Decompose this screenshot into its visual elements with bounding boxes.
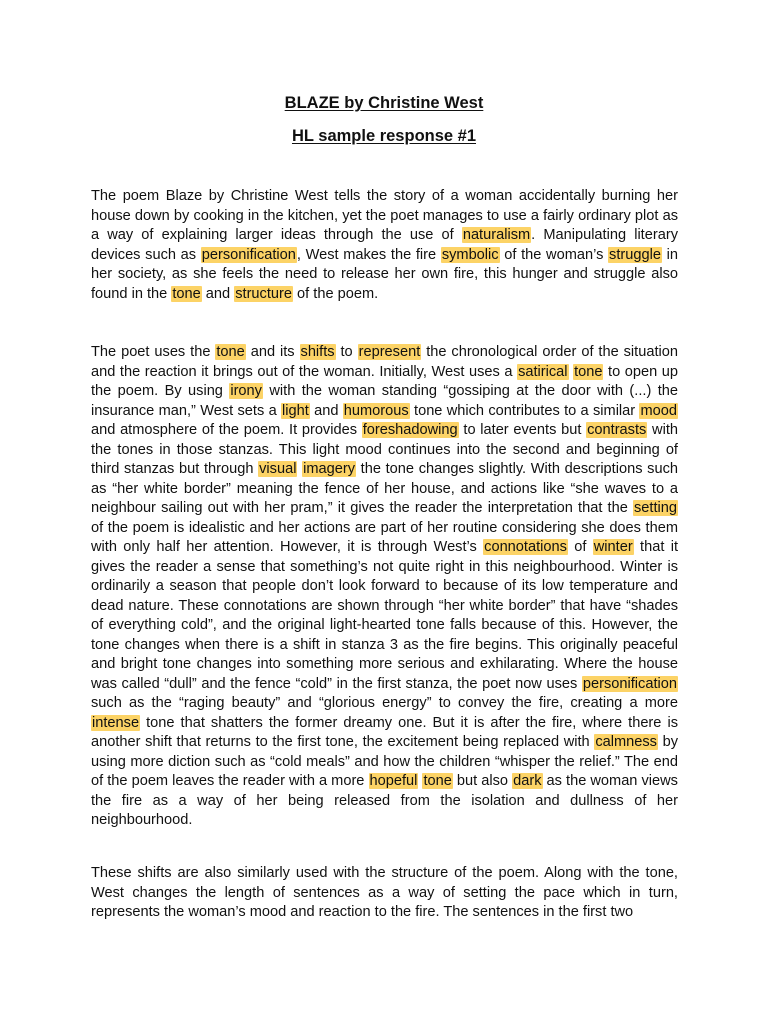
text-segment: . Manipulating literary devices such as: [91, 227, 678, 263]
highlighted-term: calmness: [595, 734, 657, 750]
highlighted-term: contrasts: [587, 422, 647, 438]
highlighted-term: imagery: [303, 461, 356, 477]
text-segment: and: [309, 402, 343, 419]
highlighted-term: connotations: [484, 539, 567, 555]
highlighted-term: setting: [634, 500, 677, 516]
text-segment: to: [335, 344, 358, 360]
highlighted-term: hopeful: [369, 773, 418, 789]
highlighted-term: personification: [201, 246, 296, 263]
document-subtitle: HL sample response #1: [291, 127, 477, 145]
text-segment: of the woman’s: [499, 246, 609, 263]
highlighted-term: represent: [358, 344, 421, 360]
highlighted-term: visual: [259, 461, 297, 477]
text-segment: the tone changes slightly. With descriptions such as “her white border” meaning the fence of her house, and actions like “she waves to a neighbour sailing out with her pram,” it gives the reader the interpretation that the: [91, 461, 678, 516]
highlighted-term: tone: [216, 344, 245, 360]
text-segment: but also: [452, 773, 513, 789]
highlighted-term: satirical: [518, 363, 568, 380]
highlighted-term: personification: [582, 675, 677, 692]
text-segment: and: [201, 285, 235, 302]
text-segment: and its: [245, 344, 300, 360]
highlighted-term: winter: [593, 539, 633, 555]
text-segment: These shifts are also similarly used with the structure of the poem. Along with the tone, West changes the length of sentences as a way of setting the pace which in turn, represents the woman’s mood and reaction to the fire. The sentences in the first two: [91, 865, 678, 920]
highlighted-term: intense: [92, 714, 140, 731]
highlighted-term: shifts: [300, 344, 335, 360]
text-segment: tone that shatters the former dreamy one. But it is after the fire, where there is another shift that returns to the first tone, the excitement being replaced with: [91, 714, 678, 750]
highlighted-term: struggle: [609, 246, 661, 263]
highlighted-term: naturalism: [462, 227, 531, 243]
text-segment: of the poem.: [293, 285, 379, 302]
text-segment: The poem Blaze by Christine West tells the story of a woman accidentally burning her house down by cooking in the kitchen, yet the poet manages to use a fairly ordinary plot as a way of explaining larger ideas through the use of: [91, 188, 678, 243]
highlighted-term: structure: [235, 285, 292, 302]
highlighted-term: mood: [640, 402, 677, 419]
highlighted-term: symbolic: [441, 246, 499, 263]
highlighted-term: tone: [423, 773, 452, 789]
text-segment: as the woman views the fire as a way of her being released from the isolation and dullness of her neighbourhood.: [91, 773, 678, 828]
text-segment: of: [567, 539, 593, 555]
document-title: BLAZE by Christine West: [284, 94, 484, 112]
text-segment: tone which contributes to a similar: [409, 402, 640, 419]
paragraph-structure-analysis: [91, 864, 678, 923]
highlighted-term: foreshadowing: [362, 422, 458, 438]
highlighted-term: tone: [172, 285, 201, 302]
highlighted-term: humorous: [343, 402, 409, 419]
text-segment: the chronological order of the situation and the reaction it brings out of the woman. Initially, West uses a: [91, 344, 678, 380]
text-segment: that it gives the reader a sense that something’s not quite right in this neighbourhood. Winter is ordinarily a season that people don’t look forward to because of its low temperature and dead nature. These connotations are shown through “her white border” that have “shades of everything cold”, and the original light-hearted tone falls because of this. However, the tone changes when there is a shift in stanza 3 as the fire begins. This originally peaceful and bright tone changes into something more serious and exhilarating. Where the house was called “dull” and the fence “cold” in the first stanza, the poet now uses: [91, 539, 679, 692]
text-segment: to later events but: [458, 422, 587, 438]
text-segment: with the woman standing “gossiping at the door with (...) the insurance man,” West sets a: [91, 383, 678, 419]
highlighted-term: light: [282, 402, 309, 419]
text-segment: The poet uses the: [91, 344, 216, 360]
text-segment: , West makes the fire: [296, 246, 441, 263]
text-segment: with the tones in those stanzas. This light mood continues into the second and beginning of third stanzas but through: [91, 422, 678, 477]
paragraph-tone-analysis: [91, 343, 678, 831]
text-segment: in her society, as she feels the need to release her own fire, this hunger and struggle also found in the: [91, 246, 678, 302]
text-segment: of the poem is idealistic and her actions are part of her routine considering she does them with only half her attention. However, it is through West’s: [91, 519, 678, 555]
highlighted-term: irony: [230, 383, 262, 399]
paragraph-introduction: [91, 187, 678, 304]
text-segment: and atmosphere of the poem. It provides: [91, 422, 362, 438]
text-segment: to open up the poem. By using: [91, 363, 678, 399]
highlighted-term: dark: [513, 773, 542, 789]
text-segment: by using more diction such as “cold meals” and how the children “whisper the relief.” The end of the poem leaves the reader with a more: [91, 734, 679, 789]
highlighted-term: tone: [574, 363, 603, 380]
text-segment: such as the “raging beauty” and “glorious energy” to convey the fire, creating a more: [91, 695, 678, 711]
